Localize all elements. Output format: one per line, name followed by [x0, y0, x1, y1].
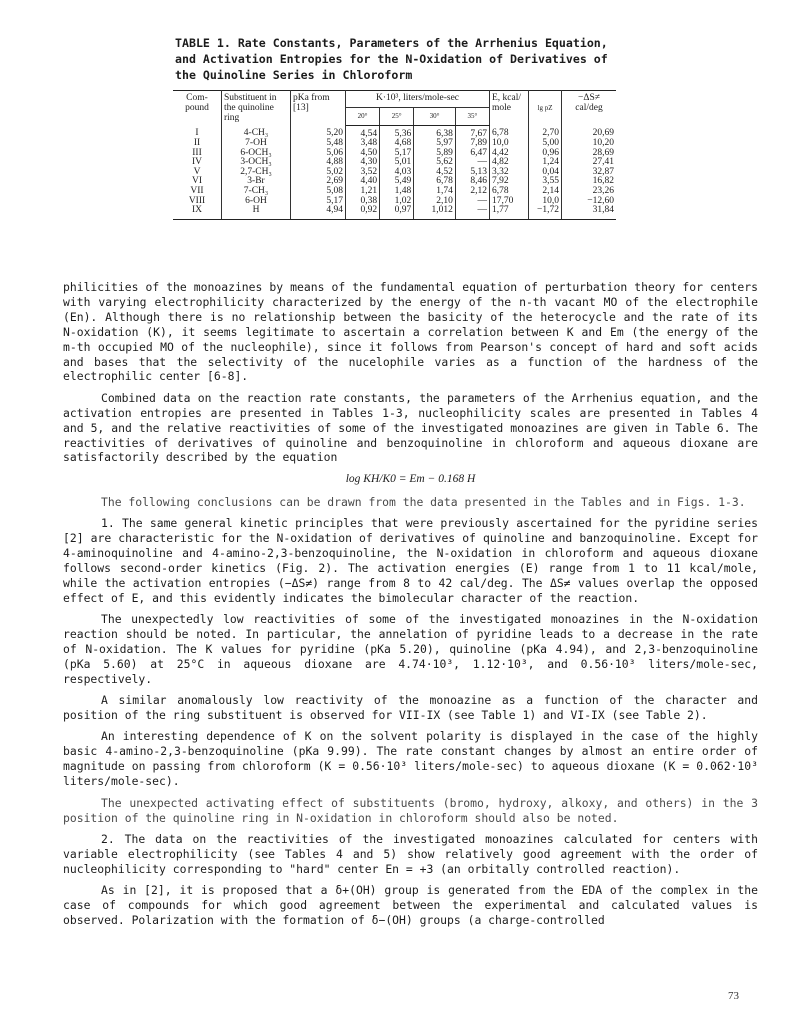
table-cell: 10,0 [529, 197, 562, 207]
table-cell: III [173, 149, 222, 159]
paragraph: philicities of the monoazines by means of the fundamental equation of perturbation theory for centers with varying electrophilicity characterized by the energy of the n-th vacant MO of the electrophile (En). Although there is no relationship between the basicity of the heterocycle and the rate of its N-oxidation (K), it seems legitimate to ascertain a correlation between K and Em (the energy of the m-th occupied MO of the nucleophile), since it follows from Pearson's concept of hard and soft acids and bases that the selectivity of the nucelophile varies as a function of the hardness of the electrophilic center [6-8]. [63, 280, 758, 384]
header-lgpz: lg pZ [529, 91, 562, 126]
table-title-line: and Activation Entropies for the N-Oxidation of Derivatives of [175, 52, 608, 66]
table-cell: 7,67 [455, 125, 489, 139]
header-temp-25: 25° [380, 107, 414, 125]
table-cell: 5,00 [529, 139, 562, 149]
table-cell: 4,50 [346, 149, 380, 159]
table-cell: 5,08 [291, 187, 346, 197]
table-cell: 2,7-CH₃ [222, 168, 291, 178]
table-cell: 6,78 [414, 177, 456, 187]
table-cell: 7,89 [455, 139, 489, 149]
table-cell: 27,41 [592, 157, 614, 168]
table-cell: 16,82 [592, 176, 614, 187]
table-cell: V [173, 168, 222, 178]
table-cell: 28,69 [592, 147, 614, 158]
table-cell: 3,48 [346, 139, 380, 149]
table-cell: 5,97 [414, 139, 456, 149]
table-cell: 1,48 [380, 187, 414, 197]
table-cell: 6-OH [222, 197, 291, 207]
table-cell: 5,06 [291, 149, 346, 159]
page-number: 73 [728, 990, 739, 1002]
table-cell: 0,96 [529, 149, 562, 159]
table-cell: 7-CH₃ [222, 187, 291, 197]
paragraph: An interesting dependence of K on the solvent polarity is displayed in the case of the highly basic 4-amino-2,3-benzoquinoline (pKa 9.99). The rate constant changes by almost an entire order of magnitude on passing from chloroform (K = 0.56·10³ liters/mole-sec) to aqueous dioxane (K = 0.062·10³ liters/mole-sec). [63, 729, 758, 789]
table-cell: 10,0 [490, 139, 529, 149]
table-cell: 4,40 [346, 177, 380, 187]
table-cell: 2,69 [291, 177, 346, 187]
table-cell: 23,26 [592, 186, 614, 197]
table-cell: 0,97 [380, 206, 414, 219]
table-cell: 2,12 [455, 187, 489, 197]
table-cell: 4-CH₃ [222, 125, 291, 139]
table-row [173, 206, 616, 219]
table-cell: 6,78 [490, 125, 529, 139]
table-cell: 0,04 [529, 168, 562, 178]
header-k: K·10³, liters/mole-sec [346, 91, 490, 108]
table-cell: 5,02 [291, 168, 346, 178]
body-text [63, 280, 758, 934]
table-cell: 6,38 [414, 125, 456, 139]
table-cell: 4,30 [346, 158, 380, 168]
table-cell: 5,20 [291, 125, 346, 139]
table-cell: 5,89 [414, 149, 456, 159]
table-cell: 5,48 [291, 139, 346, 149]
table-cell: — [455, 158, 489, 168]
header-compound: Com-pound [173, 91, 222, 126]
header-temp-30: 30° [414, 107, 456, 125]
table-cell: 2,14 [529, 187, 562, 197]
header-ds: −ΔS≠ cal/deg [562, 91, 617, 126]
paragraph: 2. The data on the reactivities of the investigated monoazines calculated for centers with variable electrophilicity (see Tables 4 and 5) show relatively good agreement with the order of nucleophilicity corresponding to "hard" center En = +3 (an orbitally controlled reaction). [63, 831, 758, 876]
table-cell: 4,52 [414, 168, 456, 178]
table-cell: 5,49 [380, 177, 414, 187]
table-cell: H [222, 206, 291, 219]
table-cell: 7-OH [222, 139, 291, 149]
table-cell: 1,77 [490, 206, 529, 219]
table-cell: VIII [173, 197, 222, 207]
table-cell: 6-OCH₃ [222, 149, 291, 159]
header-e: E, kcal/ mole [490, 91, 529, 126]
table-cell: 6,78 [490, 187, 529, 197]
table-cell: 6,47 [455, 149, 489, 159]
table-cell: 3,52 [346, 168, 380, 178]
header-temp-35: 35° [455, 107, 489, 125]
table-title-line: the Quinoline Series in Chloroform [175, 68, 413, 82]
table-cell: 3-Br [222, 177, 291, 187]
header-pka: pKa from [13] [291, 91, 346, 126]
table-cell: −1,72 [529, 206, 562, 219]
table-cell: 4,68 [380, 139, 414, 149]
header-temp-20: 20° [346, 107, 380, 125]
table-cell: 4,88 [291, 158, 346, 168]
paragraph: 1. The same general kinetic principles that were previously ascertained for the pyridine series [2] are characteristic for the N-oxidation of derivatives of quinoline and banzoquinoline. Except for 4-aminoquinoline and 4-amino-2,3-benzoquinoline, the N-oxidation in chloroform and aqueous dioxane follows second-order kinetics (Fig. 2). The activation energies (E) range from 1 to 11 kcal/mole, while the activation entropies (−ΔS≠) range from 8 to 42 cal/deg. The ΔS≠ values overlap the opposed effect of E, and this evidently indicates the bimolecular character of the reaction. [63, 516, 758, 605]
table-cell: 7,92 [490, 177, 529, 187]
table-cell: 5,13 [455, 168, 489, 178]
table-cell: — [455, 197, 489, 207]
paragraph: A similar anomalously low reactivity of the monoazine as a function of the character and position of the ring substituent is observed for VII-IX (see Table 1) and VI-IX (see Table 2). [63, 693, 758, 723]
table-cell: 1,21 [346, 187, 380, 197]
table-cell: IX [173, 206, 222, 219]
table-cell: — [455, 206, 489, 219]
table-cell: 0,92 [346, 206, 380, 219]
table-cell: 3,55 [529, 177, 562, 187]
table-cell: 10,20 [592, 138, 614, 149]
table-cell: 4,94 [291, 206, 346, 219]
table-cell: VI [173, 177, 222, 187]
table-title-line: TABLE 1. Rate Constants, Parameters of the Arrhenius Equation, [175, 36, 608, 50]
paragraph: The unexpectedly low reactivities of some of the investigated monoazines in the N-oxidation reaction should be noted. In particular, the annelation of pyridine leads to a decrease in the rate of N-oxidation. The K values for pyridine (pKa 5.20), quinoline (pKa 4.94), and 2,3-benzoquinoline (pKa 5.60) at 25°C in aqueous dioxane are 4.74·10³, 1.12·10³, and 0.56·10³ liters/mole-sec, respectively. [63, 612, 758, 686]
table-cell: 32,87 [592, 166, 614, 177]
header-substituent: Substituent in the quinoline ring [222, 91, 291, 126]
paragraph: As in [2], it is proposed that a δ+(OH) group is generated from the EDA of the complex in the case of compounds for which good agreement between the experimental and calculated values is observed. Polarization with the formation of δ−(OH) groups (a charge-controlled [63, 883, 758, 927]
table-cell: 1,012 [414, 206, 456, 219]
rate-constants-table [173, 90, 616, 220]
table-cell: 1,02 [380, 197, 414, 207]
table-cell: 0,38 [346, 197, 380, 207]
table-cell: 17,70 [490, 197, 529, 207]
paragraph: Combined data on the reaction rate constants, the parameters of the Arrhenius equation, and the activation entropies are presented in Tables 1-3, nucleophilicity scales are presented in Tables 4 and 5, and the relative reactivities of some of the investigated monoazines are given in Table 6. The reactivities of derivatives of quinoline and benzoquinoline in chloroform and aqueous dioxane are satisfactorily described by the equation [63, 390, 758, 465]
table-cell: 2,70 [529, 125, 562, 139]
table-cell: 8,46 [455, 177, 489, 187]
table-cell: 4,54 [346, 125, 380, 139]
table-cell: 5,17 [380, 149, 414, 159]
table-cell: VII [173, 187, 222, 197]
table-cell: 4,42 [490, 149, 529, 159]
table-cell: IV [173, 158, 222, 168]
table-title [175, 35, 655, 83]
table-cell: 3-OCH₃ [222, 158, 291, 168]
equation: log KH/K0 = Em − 0.168 H [345, 472, 476, 485]
table-cell: 1,74 [414, 187, 456, 197]
table-cell: 5,01 [380, 158, 414, 168]
table-cell: 5,17 [291, 197, 346, 207]
paragraph: The unexpected activating effect of substituents (bromo, hydroxy, alkoxy, and others) in the 3 position of the quinoline ring in N-oxidation in chloroform should also be noted. [63, 795, 758, 825]
table-cell: I [173, 125, 222, 139]
table-cell: 5,62 [414, 158, 456, 168]
table-cell: II [173, 139, 222, 149]
table-cell: 3,32 [490, 168, 529, 178]
table-cell: 20,69 [592, 128, 614, 138]
table-row [173, 125, 616, 139]
table-cell: −12,60 [587, 195, 614, 206]
table-cell: 5,36 [380, 125, 414, 139]
table-cell: 4,03 [380, 168, 414, 178]
table-cell: 1,24 [529, 158, 562, 168]
table-cell: 2,10 [414, 197, 456, 207]
paragraph: The following conclusions can be drawn from the data presented in the Tables and in Figs. 1-3. [101, 494, 746, 509]
table-cell: 31,84 [562, 206, 617, 219]
table-cell: 4,82 [490, 158, 529, 168]
